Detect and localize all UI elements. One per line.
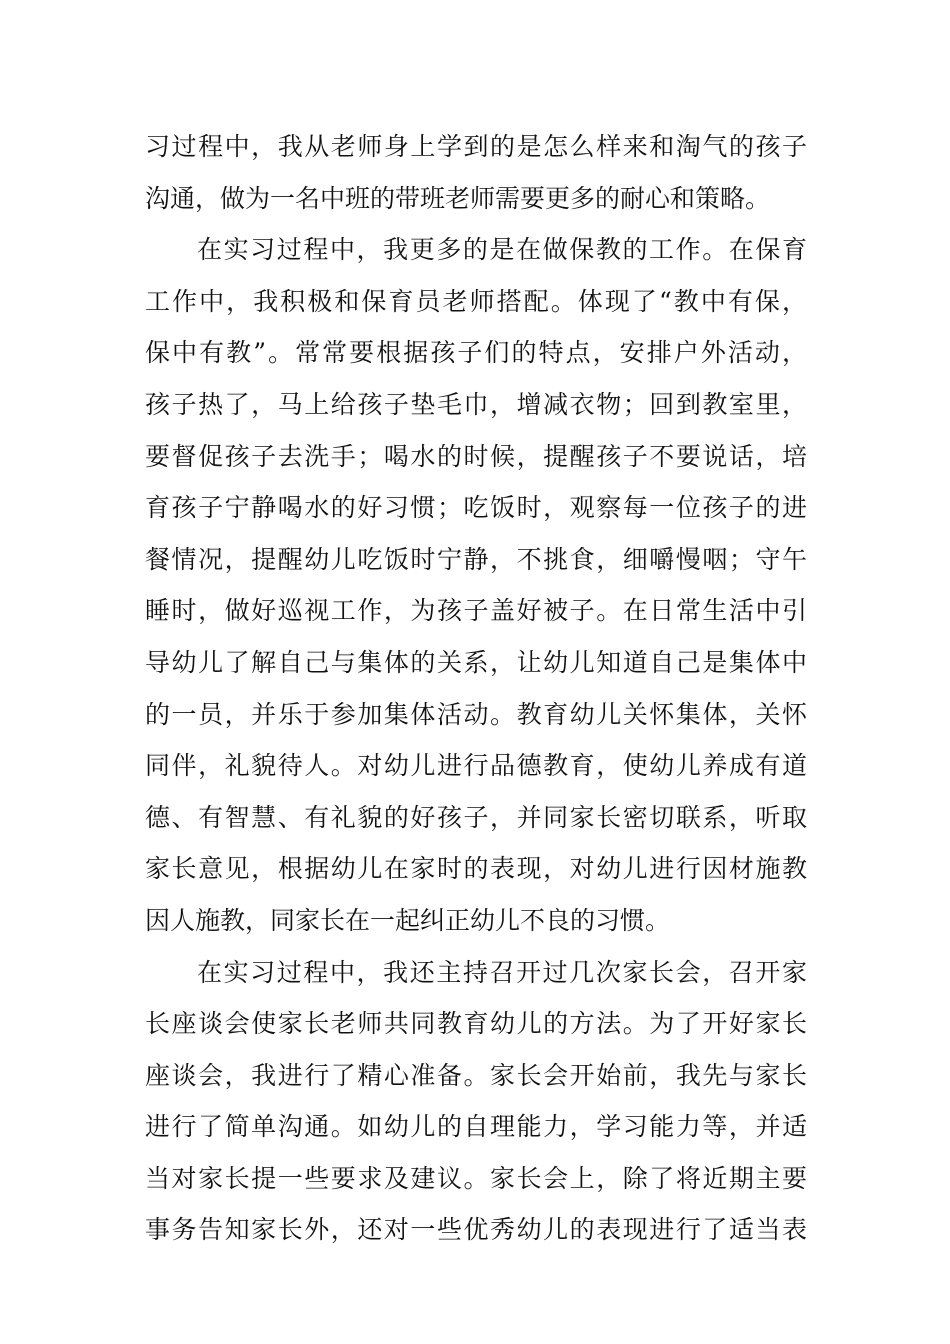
text-line: 的一员，并乐于参加集体活动。教育幼儿关怀集体，关怀 bbox=[145, 699, 807, 729]
text-line: 当对家长提一些要求及建议。家长会上，除了将近期主要 bbox=[145, 1163, 807, 1193]
text-line: 进行了简单沟通。如幼儿的自理能力，学习能力等，并适 bbox=[145, 1112, 807, 1142]
text-line: 座谈会，我进行了精心准备。家长会开始前，我先与家长 bbox=[145, 1060, 807, 1090]
text-line: 导幼儿了解自己与集体的关系，让幼儿知道自己是集体中 bbox=[145, 647, 807, 677]
text-line: 家长意见，根据幼儿在家时的表现，对幼儿进行因材施教 bbox=[145, 854, 807, 884]
text-line: 同伴，礼貌待人。对幼儿进行品德教育，使幼儿养成有道 bbox=[145, 751, 807, 781]
text-line: 育孩子宁静喝水的好习惯；吃饭时，观察每一位孩子的进 bbox=[145, 493, 807, 523]
body-text bbox=[145, 121, 807, 1256]
text-line: 因人施教，同家长在一起纠正幼儿不良的习惯。 bbox=[145, 905, 671, 935]
text-line: 德、有智慧、有礼貌的好孩子，并同家长密切联系，听取 bbox=[145, 802, 807, 832]
text-line: 工作中，我积极和保育员老师搭配。体现了“教中有保， bbox=[145, 286, 807, 316]
paragraph-start-line: 在实习过程中，我更多的是在做保教的工作。在保育 bbox=[197, 235, 807, 265]
text-line: 睡时，做好巡视工作，为孩子盖好被子。在日常生活中引 bbox=[145, 596, 807, 626]
text-line: 习过程中，我从老师身上学到的是怎么样来和淘气的孩子 bbox=[145, 132, 807, 161]
text-line: 要督促孩子去洗手；喝水的时候，提醒孩子不要说话，培 bbox=[145, 441, 807, 471]
text-line: 长座谈会使家长老师共同教育幼儿的方法。为了开好家长 bbox=[145, 1009, 807, 1039]
paragraph-start-line: 在实习过程中，我还主持召开过几次家长会，召开家 bbox=[197, 957, 807, 987]
text-line: 沟通，做为一名中班的带班老师需要更多的耐心和策略。 bbox=[145, 183, 771, 213]
text-line: 事务告知家长外，还对一些优秀幼儿的表现进行了适当表 bbox=[145, 1215, 807, 1245]
text-line: 孩子热了，马上给孩子垫毛巾，增减衣物；回到教室里， bbox=[145, 389, 807, 419]
text-line: 保中有教”。常常要根据孩子们的特点，安排户外活动， bbox=[145, 338, 807, 368]
text-line: 餐情况，提醒幼儿吃饭时宁静，不挑食，细嚼慢咽；守午 bbox=[145, 544, 807, 574]
